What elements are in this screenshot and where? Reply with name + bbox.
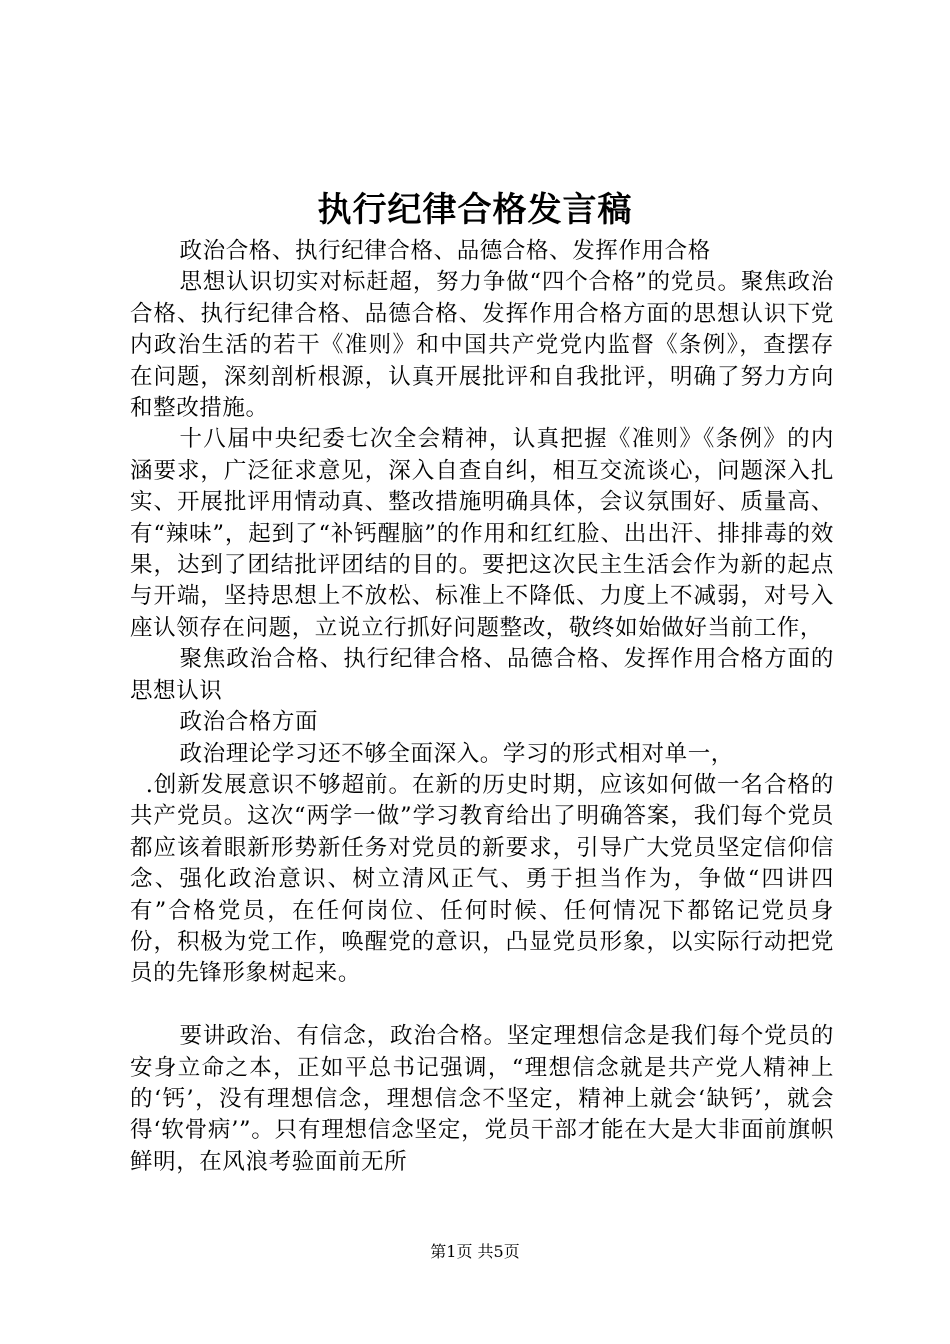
page-number: 第1页 共5页 [430, 1242, 520, 1261]
section-heading: 政治合格方面 [179, 709, 319, 736]
document-body [130, 236, 834, 1178]
paragraph-3: 十八届中央纪委七次全会精神，认真把握《准则》《条例》的内涵要求，广泛征求意见，深入自查自纠，相互交流谈心，问题深入扎实、开展批评用情动真、整改措施明确具体，会议氛围好、质量高、有“辣味”，起到了“补钙醒脑”的作用和红红脸、出出汗、排排毒的效果，达到了团结批评团结的目的。要把这次民主生活会作为新的起点与开端，坚持思想上不放松、标准上不降低、力度上不减弱，对号入座认领存在问题，立说立行抓好问题整改，敬终如始做好当前工作， [130, 426, 834, 641]
paragraph-4: 聚焦政治合格、执行纪律合格、品德合格、发挥作用合格方面的思想认识 [130, 646, 834, 704]
document-title: 执行纪律合格发言稿 [317, 190, 633, 230]
paragraph-2: 思想认识切实对标赶超，努力争做“四个合格”的党员。聚焦政治合格、执行纪律合格、品德合格、发挥作用合格方面的思想认识下党内政治生活的若干《准则》和中国共产党党内监督《条例》，查摆存在问题，深刻剖析根源，认真开展批评和自我批评，明确了努力方向和整改措施。 [130, 269, 834, 422]
paragraph-7: 要讲政治、有信念，政治合格。坚定理想信念是我们每个党员的安身立命之本，正如平总书记强调，“理想信念就是共产党人精神上的‘钙’，没有理想信念，理想信念不坚定，精神上就会‘缺钙’，就会得‘软骨病’”。只有理想信念坚定，党员干部才能在大是大非面前旗帜鲜明，在风浪考验面前无所 [130, 1023, 834, 1175]
paragraph-5: 政治理论学习还不够全面深入。学习的形式相对单一， [179, 740, 734, 767]
blank-line [130, 990, 834, 1021]
paragraph-6: .创新发展意识不够超前。在新的历史时期，应该如何做一名合格的共产党员。这次“两学一做”学习教育给出了明确答案，我们每个党员都应该着眼新形势新任务对党员的新要求，引导广大党员坚定信仰信念、强化政治意识、树立清风正气、勇于担当作为，争做“四讲四有”合格党员，在任何岗位、任何时候、任何情况下都铭记党员身份，积极为党工作，唤醒党的意识，凸显党员形象，以实际行动把党员的先锋形象树起来。 [130, 771, 834, 987]
paragraph-1: 政治合格、执行纪律合格、品德合格、发挥作用合格 [179, 238, 711, 264]
